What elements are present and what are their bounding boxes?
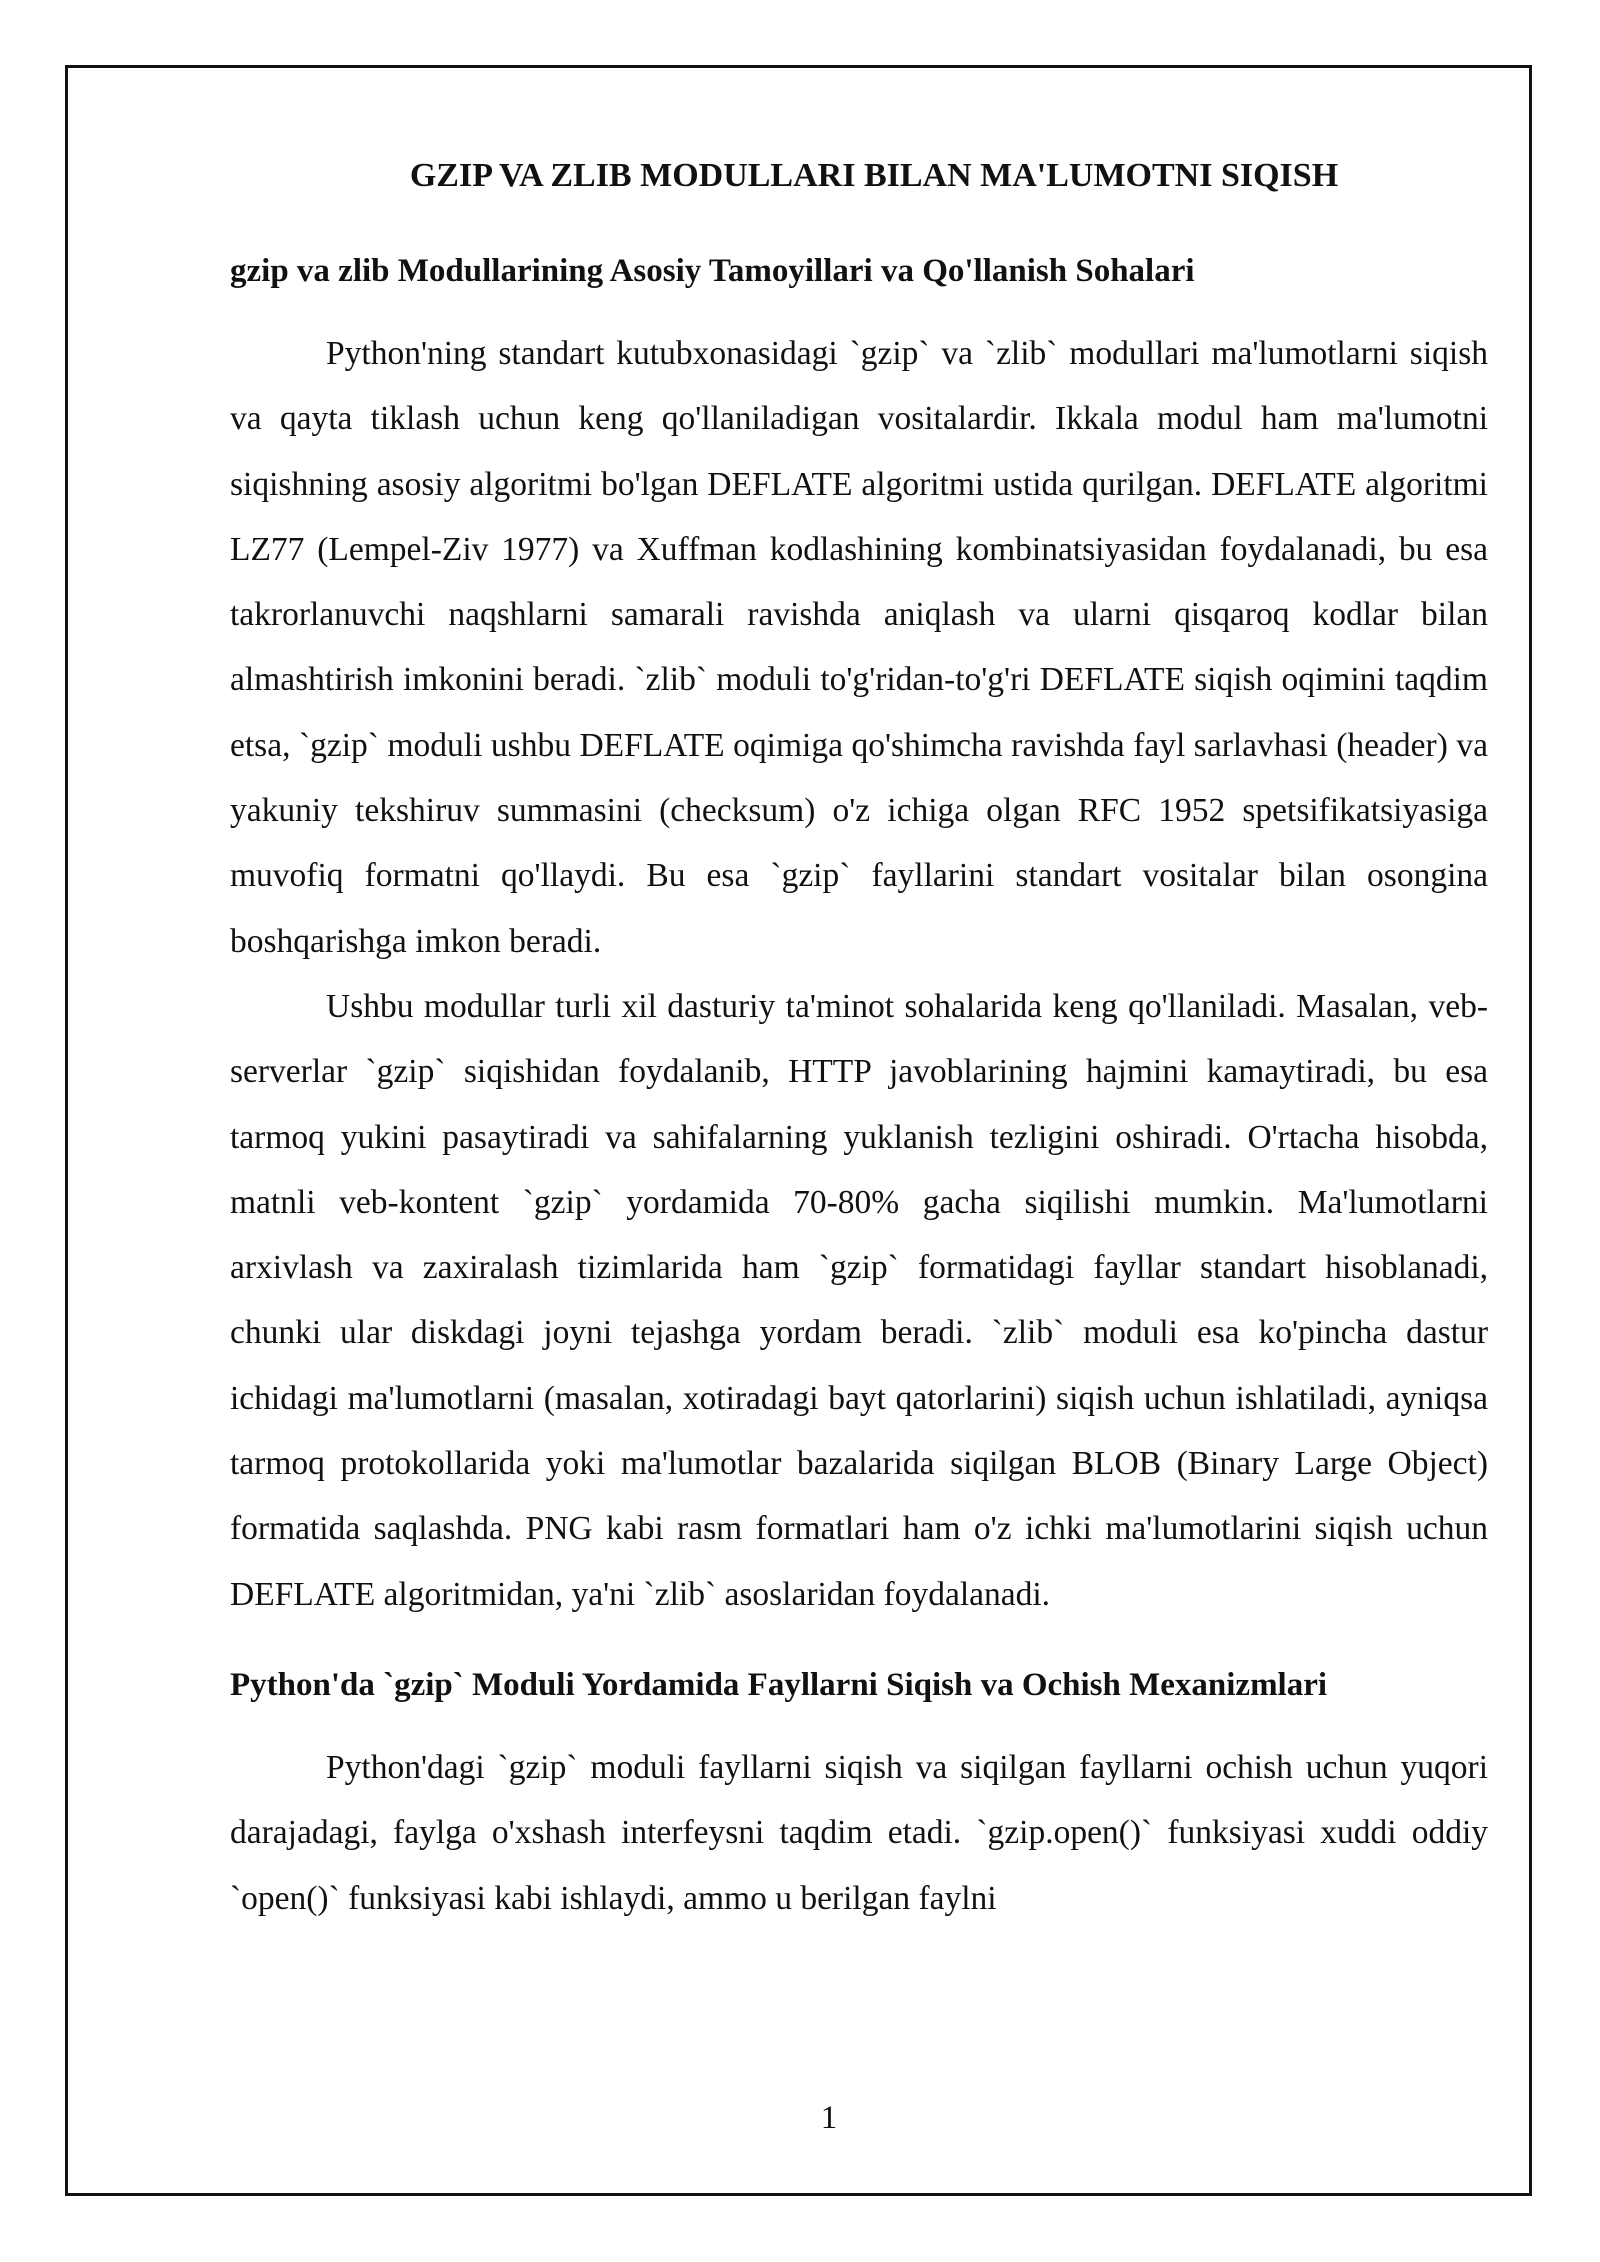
document-title: GZIP VA ZLIB MODULLARI BILAN MA'LUMOTNI SIQISH bbox=[409, 157, 1339, 194]
paragraph-usage-areas: Ushbu modullar turli xil dasturiy ta'minot sohalarida keng qo'llaniladi. Masalan, veb-serverlar `gzip` siqishidan foydalanib, HTTP javoblarining hajmini kamaytiradi, bu esa tarmoq yukini pasaytiradi va sahifalarning yuklanish tezligini oshiradi. O'rtacha hisobda, matnli veb-kontent `gzip` yordamida 70-80% gacha siqilishi mumkin. Ma'lumotlarni arxivlash va zaxiralash tizimlarida ham `gzip` formatidagi fayllar standart hisoblanadi, chunki ular diskdagi joyni tejashga yordam beradi. `zlib` moduli esa ko'pincha dastur ichidagi ma'lumotlarni (masalan, xotiradagi bayt qatorlarini) siqish uchun ishlatiladi, ayniqsa tarmoq protokollarida yoki ma'lumotlar bazalarida siqilgan BLOB (Binary Large Object) formatida saqlashda. PNG kabi rasm formatlari ham o'z ichki ma'lumotlarini siqish uchun DEFLATE algoritmidan, ya'ni `zlib` asoslaridan foydalanadi. bbox=[230, 987, 1488, 1613]
section-heading-gzip-module: Python'da `gzip` Moduli Yordamida Fayllarni Siqish va Ochish Mexanizmlari bbox=[230, 1666, 1328, 1703]
page-number: 1 bbox=[820, 2100, 838, 2136]
section-heading-principles: gzip va zlib Modullarining Asosiy Tamoyillari va Qo'llanish Sohalari bbox=[230, 253, 1195, 289]
document-body bbox=[230, 152, 1488, 1931]
paragraph-principles-intro: Python'ning standart kutubxonasidagi `gzip` va `zlib` modullari ma'lumotlarni siqish va qayta tiklash uchun keng qo'llaniladigan vositalardir. Ikkala modul ham ma'lumotni siqishning asosiy algoritmi bo'lgan DEFLATE algoritmi ustida qurilgan. DEFLATE algoritmi LZ77 (Lempel-Ziv 1977) va Xuffman kodlashining kombinatsiyasidan foydalanadi, bu esa takrorlanuvchi naqshlarni samarali ravishda aniqlash va ularni qisqaroq kodlar bilan almashtirish imkonini beradi. `zlib` moduli to'g'ridan-to'g'ri DEFLATE siqish oqimini taqdim etsa, `gzip` moduli ushbu DEFLATE oqimiga qo'shimcha ravishda fayl sarlavhasi (header) va yakuniy tekshiruv summasini (checksum) o'z ichiga olgan RFC 1952 spetsifikatsiyasiga muvofiq formatni qo'llaydi. Bu esa `gzip` fayllarini standart vositalar bilan osongina boshqarishga imkon beradi. bbox=[230, 335, 1488, 960]
paragraph-gzip-open: Python'dagi `gzip` moduli fayllarni siqish va siqilgan fayllarni ochish uchun yuqori darajadagi, faylga o'xshash interfeysni taqdim etadi. `gzip.open()` funksiyasi xuddi oddiy `open()` funksiyasi kabi ishlaydi, ammo u berilgan faylni bbox=[230, 1748, 1488, 1917]
